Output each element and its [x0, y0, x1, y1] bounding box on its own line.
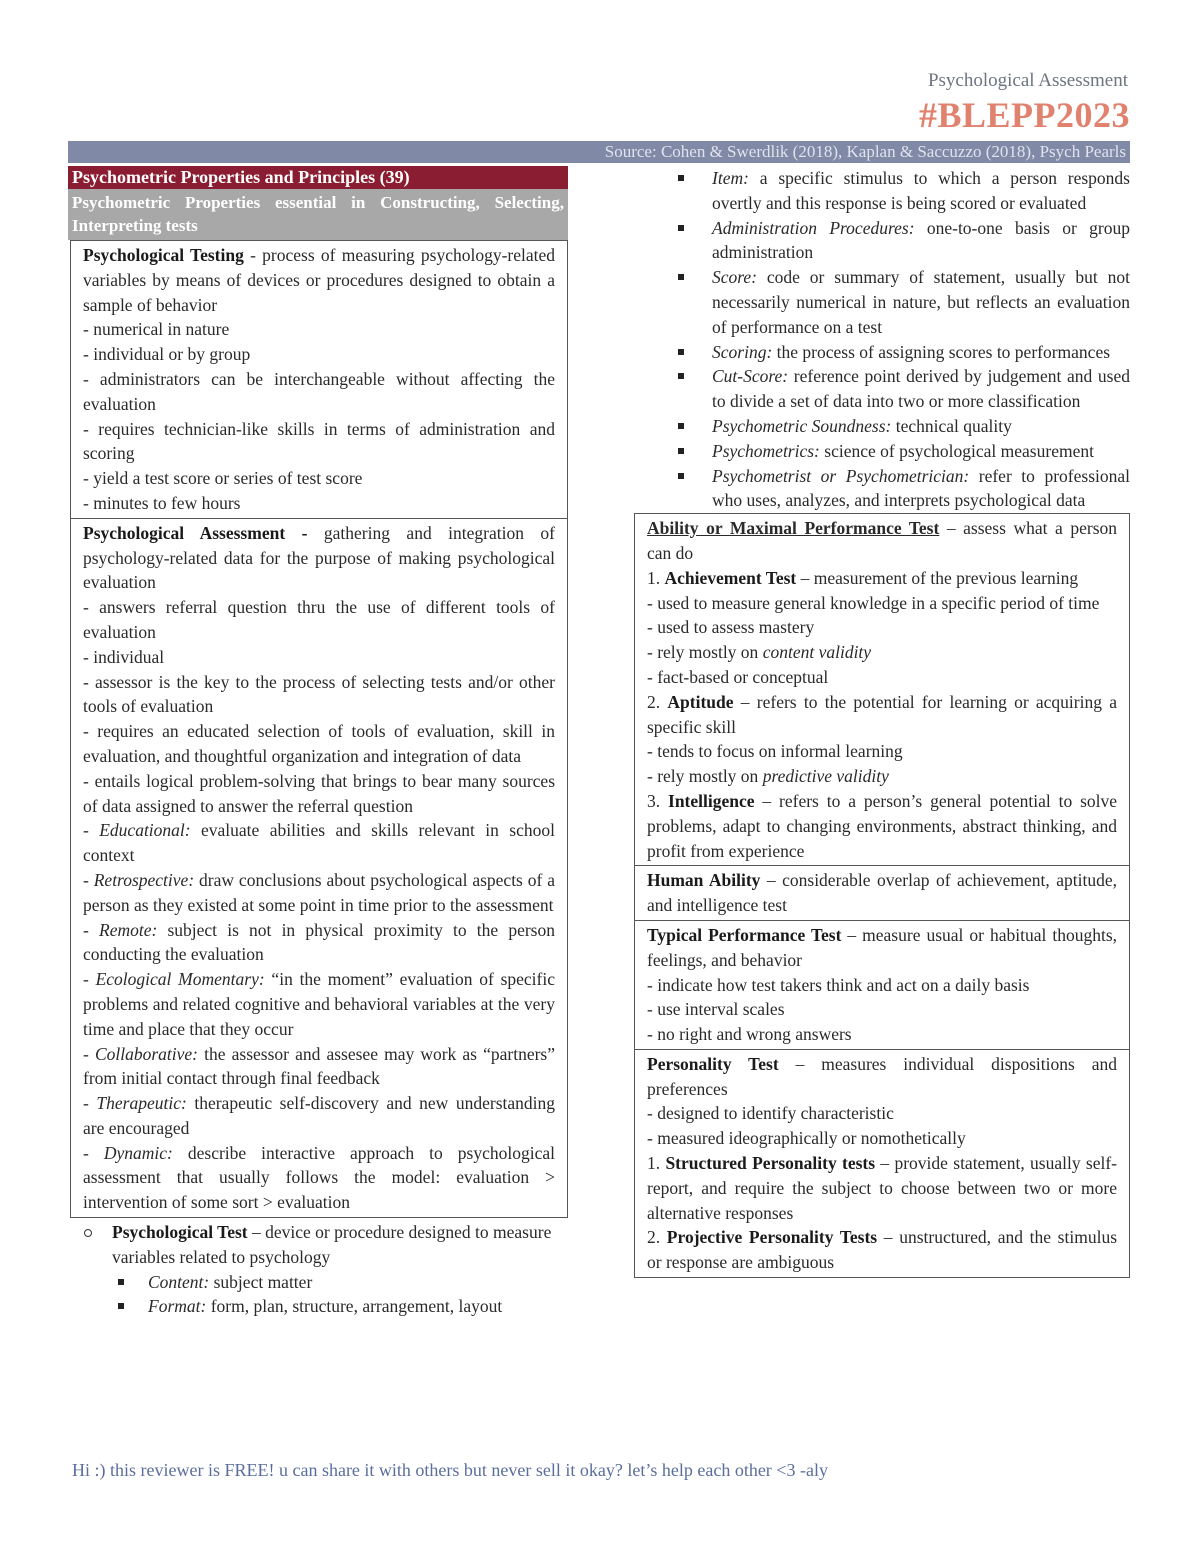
assessment-type: - Dynamic: describe interactive approach to psychological assessment that usually follows the model: evaluation > intervention of some sort > evaluation [83, 1142, 555, 1213]
ability-test-box [634, 513, 1130, 866]
assessment-type: - Collaborative: the assessor and assesee may work as “partners” from initial contact through final feedback [83, 1043, 556, 1089]
human-ability-box [634, 866, 1130, 921]
assessment-type: - Ecological Momentary: “in the moment” evaluation of specific problems and related cognitive and behavioral variables at the very time and place that they occur [83, 969, 556, 1039]
psychological-test-subitems [68, 1270, 568, 1320]
assessment-type: - Therapeutic: therapeutic self-discovery and new understanding are encouraged [83, 1093, 556, 1138]
assessment-point: - individual [83, 646, 165, 667]
definition-item: Psychometric Soundness: technical quality [634, 414, 1130, 439]
definition-item: Psychometrist or Psychometrician: refer to professional who uses, analyzes, and interprets psychological data [634, 464, 1130, 514]
typical-performance-box [634, 921, 1130, 1050]
square-bullet-icon [678, 175, 684, 181]
personality-definition: Personality Test – measures individual dispositions and preferences [647, 1053, 1117, 1099]
typical-point: - no right and wrong answers [647, 1024, 852, 1045]
assessment-type: - Educational: evaluate abilities and skills relevant in school context [83, 820, 555, 866]
square-bullet-icon [118, 1279, 124, 1285]
psychological-test-item: Psychological Test – device or procedure designed to measure variables related to psychology [68, 1220, 568, 1270]
definition-item: Psychometrics: science of psychological measurement [634, 439, 1130, 464]
header-subtitle: Psychological Assessment [927, 70, 1128, 91]
achievement-point: - fact-based or conceptual [647, 666, 829, 687]
definition-item: Score: code or summary of statement, usually but not necessarily numerical in nature, but reflects an evaluation of performance on a test [634, 265, 1130, 339]
typical-point: - use interval scales [647, 999, 785, 1020]
testing-point: - numerical in nature [83, 319, 230, 340]
intelligence-test: 3. Intelligence – refers to a person’s general potential to solve problems, adapt to changing environments, abstract thinking, and profit from experience [647, 790, 1118, 861]
definition-item: Scoring: the process of assigning scores to performances [634, 340, 1130, 365]
footer-note: Hi :) this reviewer is FREE! u can share it with others but never sell it okay? let’s help each other <3 -aly [72, 1460, 828, 1480]
section-subtitle: Psychometric Properties essential in Constructing, Selecting, Interpreting tests [68, 189, 568, 240]
source-bar: Source: Cohen & Swerdlik (2018), Kaplan & Saccuzzo (2018), Psych Pearls [68, 141, 1130, 163]
personality-point: - designed to identify characteristic [647, 1103, 894, 1124]
assessment-definition: Psychological Assessment - gathering and integration of psychology-related data for the purpose of making psychological evaluation [83, 522, 555, 593]
assessment-point: - requires an educated selection of tools of evaluation, skill in evaluation, and thoughtful organization and integration of data [83, 721, 555, 766]
psychological-assessment-box [70, 519, 568, 1218]
definitions-list [634, 166, 1130, 513]
square-bullet-icon [678, 448, 684, 454]
personality-point: - measured ideographically or nomothetically [647, 1128, 966, 1149]
testing-point: - yield a test score or series of test score [83, 468, 363, 489]
square-bullet-icon [118, 1303, 124, 1309]
achievement-test: 1. Achievement Test – measurement of the previous learning [647, 567, 1079, 588]
assessment-point: - assessor is the key to the process of selecting tests and/or other tools of evaluation [83, 671, 555, 717]
assessment-type: - Retrospective: draw conclusions about psychological aspects of a person as they existed at some point in time prior to the assessment [83, 869, 556, 915]
testing-point: - minutes to few hours [83, 492, 241, 513]
square-bullet-icon [678, 225, 684, 231]
definition-item: Item: a specific stimulus to which a person responds overtly and this response is being scored or evaluated [634, 166, 1130, 216]
testing-point: - requires technician-like skills in terms of administration and scoring [83, 418, 555, 464]
test-subitem: Format: form, plan, structure, arrangement, layout [68, 1294, 568, 1319]
header-tag: #BLEPP2023 [918, 95, 1130, 135]
assessment-point: - entails logical problem-solving that brings to bear many sources of data assigned to answer the referral question [83, 770, 555, 816]
definition-item: Administration Procedures: one-to-one basis or group administration [634, 216, 1130, 266]
circle-bullet-icon [84, 1229, 92, 1237]
aptitude-test: 2. Aptitude – refers to the potential for learning or acquiring a specific skill [647, 691, 1118, 737]
structured-test: 1. Structured Personality tests – provide statement, usually self-report, and require the subject to choose between two or more alternative responses [647, 1153, 1117, 1223]
assessment-type: - Remote: subject is not in physical proximity to the person conducting the evaluation [83, 919, 555, 965]
section-title: Psychometric Properties and Principles (39) [68, 166, 568, 189]
testing-point: - individual or by group [83, 344, 251, 365]
projective-test: 2. Projective Personality Tests – unstructured, and the stimulus or response are ambiguous [647, 1227, 1118, 1273]
ability-definition: Ability or Maximal Performance Test – assess what a person can do [647, 518, 1118, 563]
square-bullet-icon [678, 349, 684, 355]
personality-test-box [634, 1050, 1130, 1278]
achievement-point: - rely mostly on content validity [647, 642, 872, 663]
test-subitem: Content: subject matter [68, 1270, 568, 1295]
achievement-point: - used to measure general knowledge in a specific period of time [647, 592, 1100, 613]
aptitude-point: - rely mostly on predictive validity [647, 766, 889, 787]
aptitude-point: - tends to focus on informal learning [647, 741, 903, 762]
testing-point: - administrators can be interchangeable without affecting the evaluation [83, 368, 555, 414]
human-ability-definition: Human Ability – considerable overlap of achievement, aptitude, and intelligence test [647, 870, 1117, 916]
square-bullet-icon [678, 423, 684, 429]
right-column [634, 166, 1130, 1278]
achievement-point: - used to assess mastery [647, 617, 815, 638]
assessment-point: - answers referral question thru the use of different tools of evaluation [83, 597, 555, 642]
square-bullet-icon [678, 373, 684, 379]
square-bullet-icon [678, 473, 684, 479]
testing-definition: Psychological Testing - process of measuring psychology-related variables by means of devices or procedures designed to obtain a sample of behavior [83, 245, 556, 315]
left-column [68, 166, 568, 1319]
definition-item: Cut-Score: reference point derived by judgement and used to divide a set of data into two or more classification [634, 364, 1130, 414]
psychological-testing-box [70, 240, 568, 519]
square-bullet-icon [678, 274, 684, 280]
typical-point: - indicate how test takers think and act on a daily basis [647, 974, 1030, 995]
typical-definition: Typical Performance Test – measure usual or habitual thoughts, feelings, and behavior [647, 924, 1117, 970]
